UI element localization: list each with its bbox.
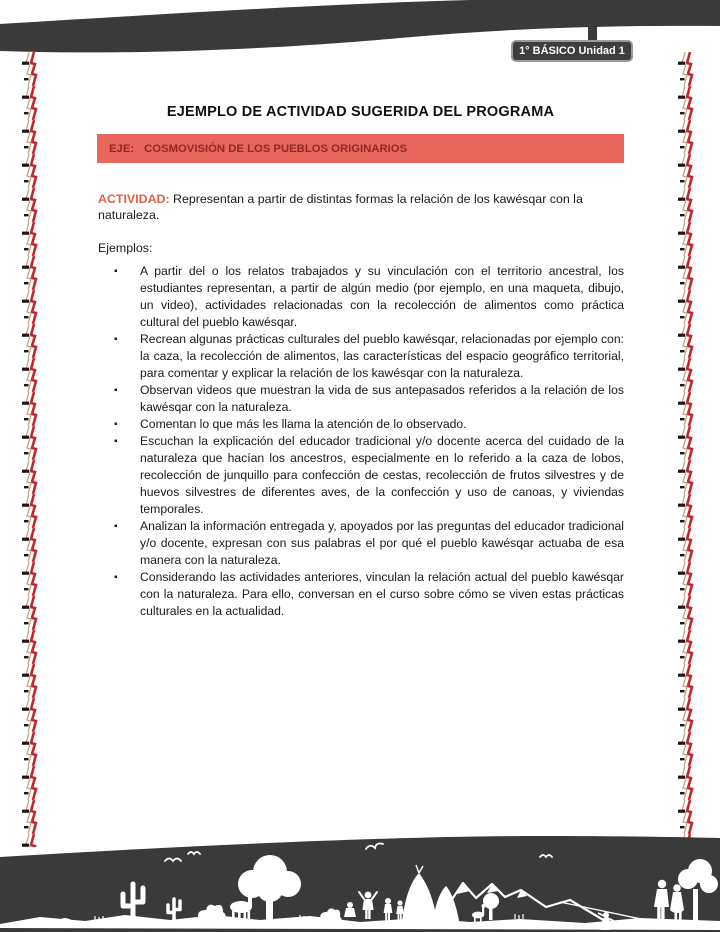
examples-label: Ejemplos: bbox=[98, 241, 153, 255]
example-bullet: ▪ Comentan lo que más les llama la atención de lo observado. bbox=[97, 416, 624, 433]
example-bullet: ▪ Considerando las actividades anteriores, vinculan la relación actual del pueblo kawésqar con la naturaleza. Para ello, conversan en el curso sobre cómo se viven estas prácticas culturales en la actualidad. bbox=[97, 569, 624, 620]
example-bullet: ▪ Recrean algunas prácticas culturales del pueblo kawésqar, relacionadas por ejemplo con: la caza, la recolección de alimentos, las características del espacio geográfico territorial, para comentar y explicar la relación de los kawésqar con la naturaleza. bbox=[97, 331, 624, 382]
activity-label: ACTIVIDAD: bbox=[98, 192, 170, 206]
zigzag-border-right-icon bbox=[674, 52, 702, 847]
example-bullet: ▪ A partir del o los relatos trabajados y su vinculación con el territorio ancestral, los estudiantes representan, a partir de algún medio (por ejemplo, en una maqueta, dibujo, un video), actividades relacionadas con la recolección de alimentos como práctica cultural del pueblo kawésqar. bbox=[97, 263, 624, 331]
example-bullet: ▪ Escuchan la explicación del educador tradicional y/o docente acerca del cuidado de la naturaleza que hacían los ancestros, especialmente en lo referido a la caza de lobos, recolección de junquillo para confección de cestas, recolección de frutos silvestres y de huevos silvestres de diferentes aves, de la confección y uso de canoas, y viviendas temporales. bbox=[97, 433, 624, 518]
eje-banner bbox=[97, 134, 624, 163]
example-bullet: ▪ Analizan la información entregada y, apoyados por las preguntas del educador tradicional y/o docente, expresan con sus palabras el por qué el pueblo kawésqar actuaba de esa manera con la naturaleza. bbox=[97, 518, 624, 569]
unit-badge bbox=[511, 40, 633, 62]
activity-line bbox=[98, 191, 624, 223]
activity-text: Representan a partir de distintas formas la relación de los kawésqar con la naturaleza. bbox=[98, 192, 583, 222]
example-bullet: ▪ Observan videos que muestran la vida de sus antepasados referidos a la relación de los kawésqar con la naturaleza. bbox=[97, 382, 624, 416]
examples-list bbox=[97, 263, 624, 620]
landscape-silhouette-illustration bbox=[0, 827, 720, 932]
zigzag-border-left-icon bbox=[18, 52, 46, 847]
document-body bbox=[97, 104, 624, 620]
unit-badge-label: 1° BÁSICO Unidad 1 bbox=[519, 45, 625, 57]
eje-text: COSMOVISIÓN DE LOS PUEBLOS ORIGINARIOS bbox=[144, 142, 408, 155]
eje-label: EJE: bbox=[109, 142, 135, 155]
page-title: EJEMPLO DE ACTIVIDAD SUGERIDA DEL PROGRAMA bbox=[166, 104, 555, 120]
